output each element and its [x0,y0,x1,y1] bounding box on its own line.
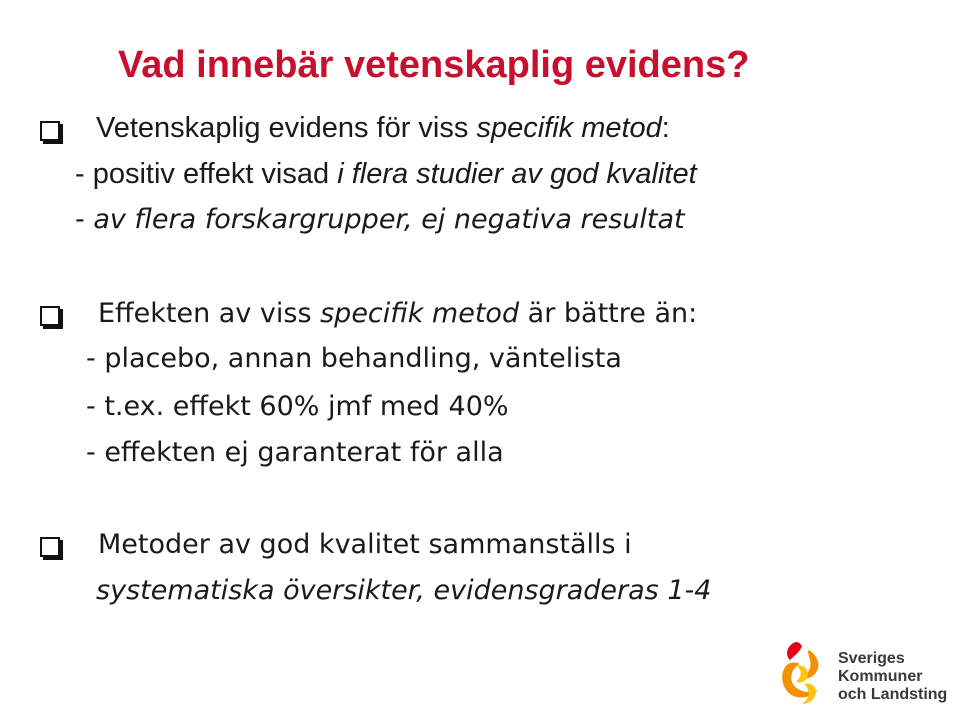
logo-text-2: Kommuner [838,668,923,685]
bullet-1-sub-2-italic: av flera forskargrupper, ej negativa resultat [93,204,685,235]
bullet-1-line-3 [75,204,685,235]
bullet-2-sub-2: - t.ex. effekt 60% jmf med 40% [86,391,509,422]
bullet-3-line-1: Metoder av god kvalitet sammanställs i [98,529,632,560]
slide-title: Vad innebär vetenskaplig evidens? [118,44,750,86]
bullet-2-text: Effekten av viss [98,298,321,329]
bullet-2-line-1 [98,298,697,329]
checkbox-icon [40,537,60,557]
bullet-2-suffix: är bättre än: [519,298,698,329]
bullet-3-line-2: systematiska översikter, evidensgraderas 1-4 [96,575,712,606]
logo-text-3: och Landsting [838,686,948,703]
bullet-1-sub-1-plain: - positiv effekt visad [75,158,338,190]
bullet-1-italic: specifik metod [476,112,662,144]
logo-text-1: Sveriges [838,650,905,667]
checkbox-icon [40,121,60,141]
bullet-1-line-2 [75,158,697,191]
bullet-1-line-1 [96,112,670,145]
bullet-2-italic: specifik metod [320,298,520,329]
bullet-1-sub-2-plain: - [75,204,94,235]
checkbox-icon [40,306,60,326]
bullet-1-suffix: : [661,112,670,144]
bullet-2-sub-3: - effekten ej garanterat för alla [86,437,504,468]
bullet-1-sub-1-italic: i flera studier av god kvalitet [337,158,697,190]
bullet-2-sub-1: - placebo, annan behandling, väntelista [86,343,622,374]
bullet-1-text: Vetenskaplig evidens för viss [96,112,477,144]
